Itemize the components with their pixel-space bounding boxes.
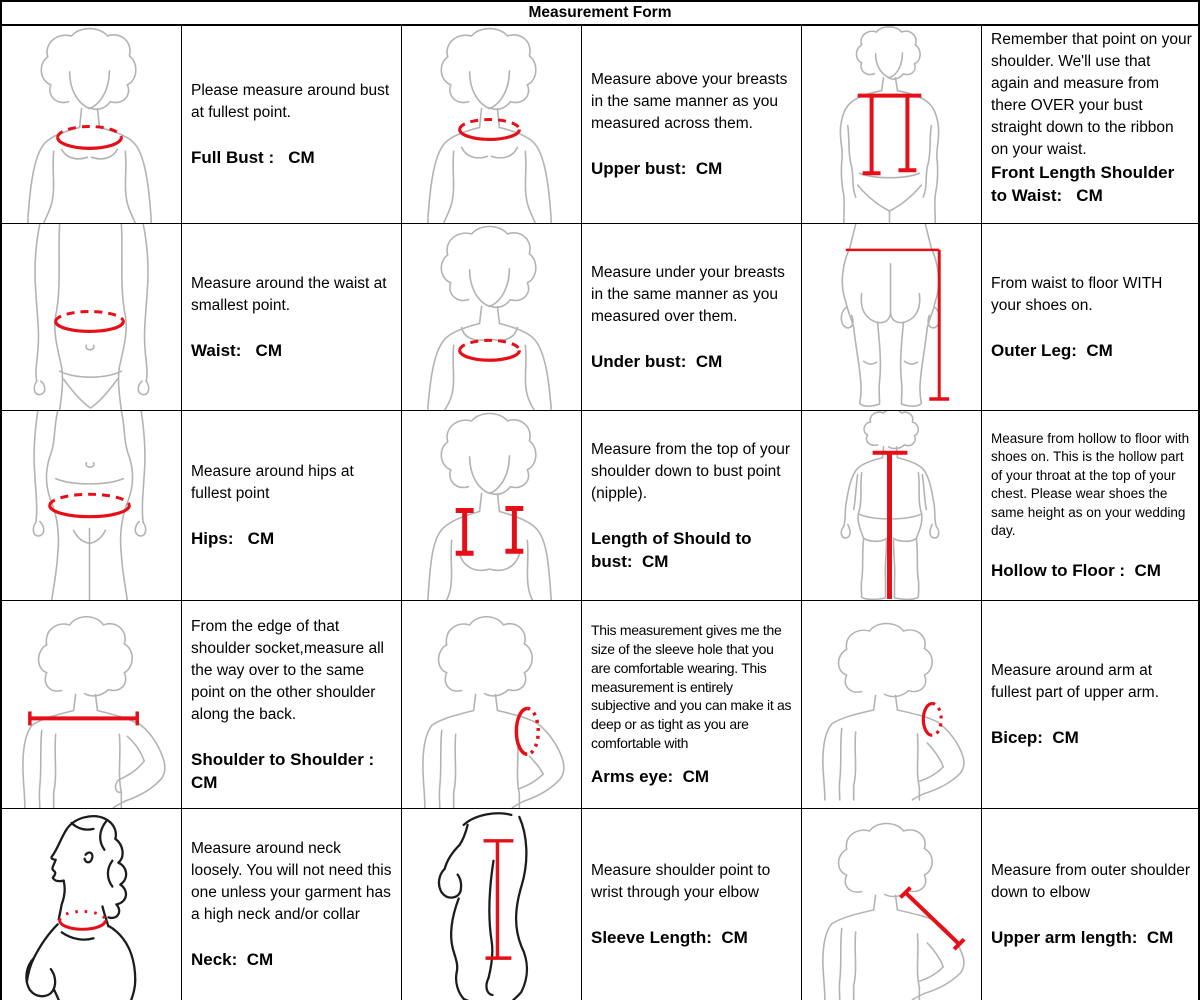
cell-shoulder-to-shoulder-text bbox=[182, 601, 402, 809]
cell-under-bust-figure bbox=[402, 224, 582, 411]
shoulder-to-bust-figure bbox=[402, 411, 581, 600]
cell-sleeve-length-figure bbox=[402, 809, 582, 1000]
measurement-label: Upper bust: CM bbox=[591, 159, 723, 178]
measurement-description: Measure from the top of your shoulder down to bust point (nipple). bbox=[591, 440, 795, 502]
measurement-description: Measure around the waist at smallest point. bbox=[191, 274, 391, 314]
measurement-label: Front Length Shoulder to Waist: CM bbox=[991, 163, 1179, 205]
measurement-label: Hollow to Floor : CM bbox=[991, 560, 1161, 580]
measurement-label: Waist: CM bbox=[191, 340, 282, 360]
measurement-description: Measure around arm at fullest part of upper arm. bbox=[991, 662, 1159, 701]
front-length-shoulder-to-waist-figure bbox=[802, 26, 981, 223]
measurement-label: Upper arm length: CM bbox=[991, 927, 1174, 947]
upper-bust-figure bbox=[402, 26, 581, 223]
full-bust-figure bbox=[2, 26, 181, 223]
measurement-description: Remember that point on your shoulder. We'll use that again and measure from there OVER your bust straight down to the ribbon on your waist. bbox=[991, 31, 1197, 158]
measurement-label: Length of Should to bust: CM bbox=[591, 528, 757, 571]
cell-arms-eye-text bbox=[582, 601, 802, 809]
measurement-description: Please measure around bust at fullest point. bbox=[191, 82, 394, 121]
measurement-description: Measure around hips at fullest point bbox=[191, 463, 359, 502]
measurement-label: Shoulder to Shoulder : CM bbox=[191, 749, 379, 792]
cell-neck-figure bbox=[2, 809, 182, 1000]
cell-hollow-to-floor-text bbox=[982, 411, 1198, 601]
neck-figure bbox=[2, 809, 181, 1000]
cell-bicep-figure bbox=[802, 601, 982, 809]
upper-arm-length-figure bbox=[802, 809, 981, 1000]
cell-upper-arm-length-text bbox=[982, 809, 1198, 1000]
measurement-label: Bicep: CM bbox=[991, 728, 1079, 747]
cell-shoulder-to-bust-text bbox=[582, 411, 802, 601]
measurement-description: Measure from outer shoulder down to elbow bbox=[991, 861, 1195, 901]
hollow-to-floor-figure bbox=[802, 411, 981, 600]
measurement-description: Measure around neck loosely. You will not need this one unless your garment has a high neck and/or collar bbox=[191, 839, 396, 923]
measurement-label: Arms eye: CM bbox=[591, 766, 710, 786]
outer-leg-figure bbox=[802, 224, 981, 410]
measurement-label: Under bust: CM bbox=[591, 351, 723, 371]
measurement-label: Full Bust : CM bbox=[191, 148, 315, 167]
cell-outer-leg-text bbox=[982, 224, 1198, 411]
arms-eye-figure bbox=[402, 601, 581, 808]
measurement-grid bbox=[2, 26, 1198, 1000]
sleeve-length-figure bbox=[402, 809, 581, 1000]
cell-hips-text bbox=[182, 411, 402, 601]
measurement-description: From the edge of that shoulder socket,measure all the way over to the same point on the other shoulder along the back. bbox=[191, 617, 389, 723]
measurement-label: Outer Leg: CM bbox=[991, 340, 1113, 360]
cell-bicep-text bbox=[982, 601, 1198, 809]
cell-hips-figure bbox=[2, 411, 182, 601]
hips-figure bbox=[2, 411, 181, 600]
cell-front-length-figure bbox=[802, 26, 982, 224]
measurement-label: Hips: CM bbox=[191, 529, 275, 548]
cell-shoulder-to-bust-figure bbox=[402, 411, 582, 601]
cell-waist-text bbox=[182, 224, 402, 411]
measurement-description: This measurement gives me the size of the sleeve hole that you are comfortable wearing. This measurement is entirely subjective and you can make it as deep or as tight as you are comfortable with bbox=[591, 622, 795, 751]
measurement-label: Sleeve Length: CM bbox=[591, 927, 748, 947]
measurement-description: From waist to floor WITH your shoes on. bbox=[991, 274, 1167, 314]
cell-arms-eye-figure bbox=[402, 601, 582, 809]
cell-sleeve-length-text bbox=[582, 809, 802, 1000]
measurement-description: Measure from hollow to floor with shoes on. This is the hollow part of your throat at the top of your chest. Please wear shoes the same height as on your wedding day. bbox=[991, 430, 1193, 538]
cell-neck-text bbox=[182, 809, 402, 1000]
cell-front-length-text bbox=[982, 26, 1198, 224]
cell-waist-figure bbox=[2, 224, 182, 411]
form-title: Measurement Form bbox=[2, 2, 1198, 26]
cell-full-bust-text bbox=[182, 26, 402, 224]
cell-shoulder-to-shoulder-figure bbox=[2, 601, 182, 809]
waist-figure bbox=[2, 224, 181, 410]
cell-hollow-to-floor-figure bbox=[802, 411, 982, 601]
cell-upper-arm-length-figure bbox=[802, 809, 982, 1000]
measurement-description: Measure under your breasts in the same manner as you measured over them. bbox=[591, 263, 790, 325]
cell-upper-bust-figure bbox=[402, 26, 582, 224]
cell-upper-bust-text bbox=[582, 26, 802, 224]
cell-outer-leg-figure bbox=[802, 224, 982, 411]
measurement-description: Measure above your breasts in the same manner as you measured across them. bbox=[591, 71, 792, 132]
shoulder-to-shoulder-figure bbox=[2, 601, 181, 808]
measurement-label: Neck: CM bbox=[191, 949, 274, 969]
measurement-description: Measure shoulder point to wrist through your elbow bbox=[591, 861, 775, 901]
under-bust-figure bbox=[402, 224, 581, 410]
cell-full-bust-figure bbox=[2, 26, 182, 224]
cell-under-bust-text bbox=[582, 224, 802, 411]
bicep-figure bbox=[802, 601, 981, 808]
